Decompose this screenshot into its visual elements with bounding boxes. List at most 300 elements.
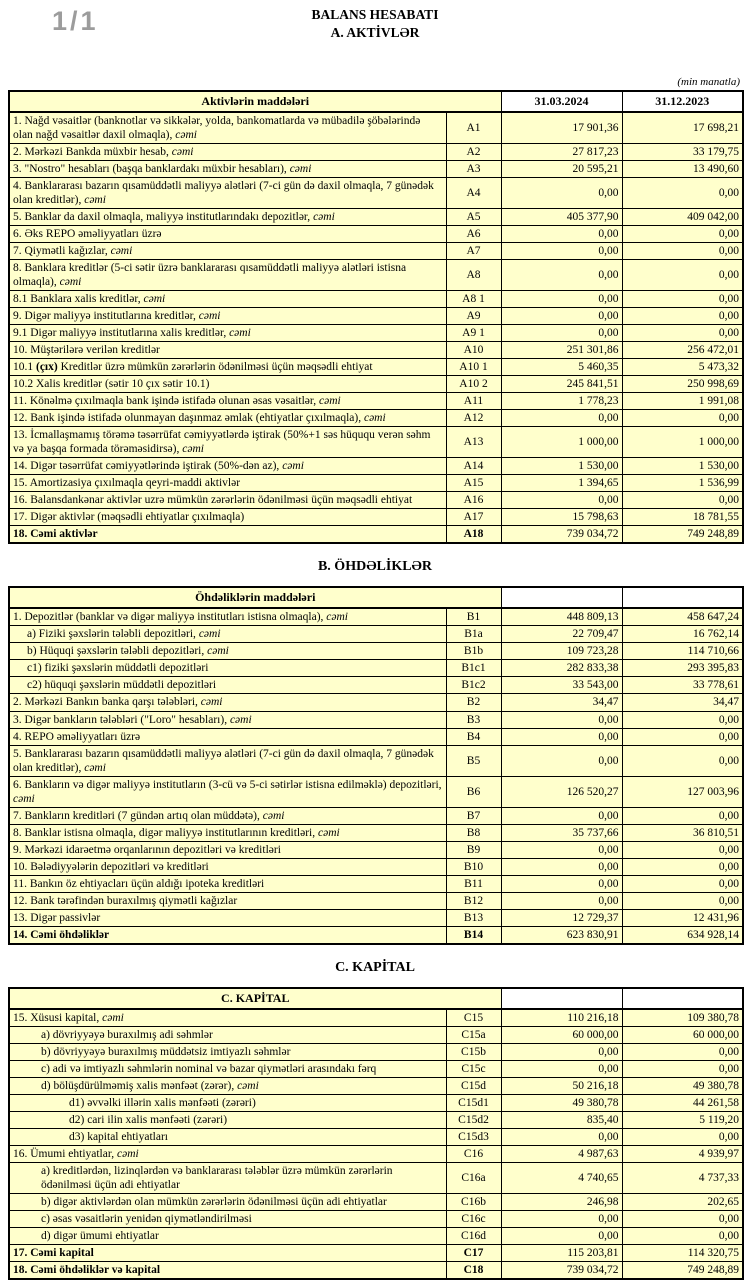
- value-31-12-2023: 127 003,96: [622, 776, 743, 807]
- value-31-12-2023: 0,00: [622, 1128, 743, 1145]
- table-row: [9, 1026, 743, 1043]
- value-31-03-2024: 251 301,86: [501, 342, 622, 359]
- item-code: B13: [446, 909, 501, 926]
- table-row: [9, 209, 743, 226]
- assets-table: [8, 90, 744, 544]
- value-31-03-2024: 0,00: [501, 1128, 622, 1145]
- value-31-12-2023: 256 472,01: [622, 342, 743, 359]
- item-label: c) adi və imtiyazlı səhmlərin nominal və bazar qiymətləri arasındakı fərq: [9, 1060, 446, 1077]
- item-code: B9: [446, 841, 501, 858]
- item-label: 9. Digər maliyyə institutlarına kreditlər, cəmi: [9, 308, 446, 325]
- item-code: A16: [446, 492, 501, 509]
- value-31-12-2023: 293 395,83: [622, 660, 743, 677]
- item-code: A6: [446, 226, 501, 243]
- unit-note: (min manatla): [677, 76, 740, 88]
- value-31-03-2024: 0,00: [501, 291, 622, 308]
- empty-header-cell-2: [622, 587, 743, 608]
- item-code: B6: [446, 776, 501, 807]
- value-31-03-2024: 448 809,13: [501, 608, 622, 626]
- item-label: c1) fiziki şəxslərin müddətli depozitləri: [9, 660, 446, 677]
- value-31-03-2024: 12 729,37: [501, 909, 622, 926]
- item-code: C16c: [446, 1210, 501, 1227]
- items-header-cell: Öhdəliklərin maddələri: [9, 587, 501, 608]
- table-row: [9, 291, 743, 308]
- item-code: A5: [446, 209, 501, 226]
- item-code: B3: [446, 711, 501, 728]
- value-31-03-2024: 35 737,66: [501, 824, 622, 841]
- value-31-03-2024: 49 380,78: [501, 1094, 622, 1111]
- item-code: B8: [446, 824, 501, 841]
- table-row: [9, 745, 743, 776]
- value-31-03-2024: 0,00: [501, 226, 622, 243]
- value-31-03-2024: 0,00: [501, 875, 622, 892]
- value-31-03-2024: 0,00: [501, 492, 622, 509]
- table-row: [9, 643, 743, 660]
- item-label: 17. Digər aktivlər (məqsədli ehtiyatlar çıxılmaqla): [9, 509, 446, 526]
- item-code: A10 2: [446, 376, 501, 393]
- value-31-03-2024: 1 530,00: [501, 458, 622, 475]
- value-31-03-2024: 0,00: [501, 892, 622, 909]
- value-31-12-2023: 1 000,00: [622, 427, 743, 458]
- table-row: [9, 858, 743, 875]
- value-31-12-2023: 0,00: [622, 291, 743, 308]
- item-label: 10. Bələdiyyələrin depozitləri və kreditləri: [9, 858, 446, 875]
- item-code: B14: [446, 926, 501, 944]
- item-label: 6. Əks REPO əməliyyatları üzrə: [9, 226, 446, 243]
- value-31-03-2024: 246,98: [501, 1193, 622, 1210]
- value-31-12-2023: 749 248,89: [622, 1261, 743, 1279]
- value-31-12-2023: 0,00: [622, 1210, 743, 1227]
- value-31-03-2024: 739 034,72: [501, 526, 622, 544]
- value-31-12-2023: 13 490,60: [622, 161, 743, 178]
- item-label: 15. Xüsusi kapital, cəmi: [9, 1009, 446, 1027]
- item-label: 8. Banklara kreditlər (5-ci sətir üzrə banklararası qısamüddətli maliyyə alətləri istisna olmaqla), cəmi: [9, 260, 446, 291]
- table-row: [9, 342, 743, 359]
- item-code: B1c2: [446, 677, 501, 694]
- item-label: 9. Mərkəzi idarəetmə orqanlarının depozitləri və kreditləri: [9, 841, 446, 858]
- table-row: [9, 875, 743, 892]
- value-31-12-2023: 0,00: [622, 875, 743, 892]
- value-31-12-2023: 49 380,78: [622, 1077, 743, 1094]
- value-31-12-2023: 0,00: [622, 841, 743, 858]
- value-31-03-2024: 0,00: [501, 807, 622, 824]
- item-code: A17: [446, 509, 501, 526]
- table-row: [9, 509, 743, 526]
- table-row: [9, 226, 743, 243]
- item-label: 10.2 Xalis kreditlər (sətir 10 çıx sətir 10.1): [9, 376, 446, 393]
- value-31-03-2024: 115 203,81: [501, 1244, 622, 1261]
- item-label: 10.1 (çıx) Kreditlər üzrə mümkün zərərlərin ödənilməsi üçün məqsədli ehtiyat: [9, 359, 446, 376]
- item-code: B1: [446, 608, 501, 626]
- item-code: A2: [446, 144, 501, 161]
- item-label: 12. Bank tərəfindən buraxılmış qiymətli kağızlar: [9, 892, 446, 909]
- value-31-12-2023: 109 380,78: [622, 1009, 743, 1027]
- item-label: 5. Banklararası bazarın qısamüddətli maliyyə alətləri (7-ci gün də daxil olmaqla, 7 günədək olan kreditlər), cəmi: [9, 745, 446, 776]
- table-row: [9, 1077, 743, 1094]
- value-31-03-2024: 60 000,00: [501, 1026, 622, 1043]
- value-31-12-2023: 60 000,00: [622, 1026, 743, 1043]
- item-label: 6. Bankların və digər maliyyə institutların (3-cü və 5-ci sətirlər istisna edilməklə) depozitləri, cəmi: [9, 776, 446, 807]
- item-label: 4. Banklararası bazarın qısamüddətli maliyyə alətləri (7-ci gün də daxil olmaqla, 7 günədək olan kreditlər), cəmi: [9, 178, 446, 209]
- table-row: [9, 1128, 743, 1145]
- table-row: [9, 1009, 743, 1027]
- item-code: A7: [446, 243, 501, 260]
- table-row: [9, 626, 743, 643]
- item-code: C16b: [446, 1193, 501, 1210]
- value-31-12-2023: 114 320,75: [622, 1244, 743, 1261]
- value-31-12-2023: 4 737,33: [622, 1162, 743, 1193]
- value-31-03-2024: 0,00: [501, 308, 622, 325]
- value-31-12-2023: 4 939,97: [622, 1145, 743, 1162]
- value-31-03-2024: 0,00: [501, 260, 622, 291]
- value-31-12-2023: 0,00: [622, 178, 743, 209]
- value-31-03-2024: 0,00: [501, 728, 622, 745]
- table-row: [9, 807, 743, 824]
- item-code: C16d: [446, 1227, 501, 1244]
- value-31-12-2023: 0,00: [622, 243, 743, 260]
- item-code: C18: [446, 1261, 501, 1279]
- value-31-12-2023: 5 119,20: [622, 1111, 743, 1128]
- table-row: [9, 260, 743, 291]
- item-code: B12: [446, 892, 501, 909]
- item-label: 15. Amortizasiya çıxılmaqla qeyri-maddi aktivlər: [9, 475, 446, 492]
- table-row: [9, 458, 743, 475]
- item-code: C15a: [446, 1026, 501, 1043]
- table-row: [9, 161, 743, 178]
- value-31-03-2024: 0,00: [501, 841, 622, 858]
- value-31-12-2023: 458 647,24: [622, 608, 743, 626]
- value-31-03-2024: 0,00: [501, 325, 622, 342]
- item-code: B11: [446, 875, 501, 892]
- item-code: B4: [446, 728, 501, 745]
- item-code: B2: [446, 694, 501, 711]
- value-31-03-2024: 245 841,51: [501, 376, 622, 393]
- value-31-12-2023: 0,00: [622, 711, 743, 728]
- item-code: A8 1: [446, 291, 501, 308]
- item-label: b) dövriyyəyə buraxılmış müddətsiz imtiyazlı səhmlər: [9, 1043, 446, 1060]
- table-row: [9, 112, 743, 144]
- value-31-12-2023: 34,47: [622, 694, 743, 711]
- value-31-12-2023: 1 991,08: [622, 393, 743, 410]
- item-label: 17. Cəmi kapital: [9, 1244, 446, 1261]
- value-31-03-2024: 405 377,90: [501, 209, 622, 226]
- value-31-03-2024: 0,00: [501, 1043, 622, 1060]
- value-31-03-2024: 33 543,00: [501, 677, 622, 694]
- table-row: [9, 608, 743, 626]
- value-31-03-2024: 34,47: [501, 694, 622, 711]
- value-31-12-2023: 0,00: [622, 728, 743, 745]
- value-31-03-2024: 17 901,36: [501, 112, 622, 144]
- item-code: A9 1: [446, 325, 501, 342]
- value-31-03-2024: 0,00: [501, 711, 622, 728]
- items-header-cell: C. KAPİTAL: [9, 988, 501, 1009]
- item-label: 2. Mərkəzi Bankın banka qarşı tələbləri, cəmi: [9, 694, 446, 711]
- table-row: [9, 694, 743, 711]
- item-code: C15b: [446, 1043, 501, 1060]
- item-code: A13: [446, 427, 501, 458]
- value-31-03-2024: 0,00: [501, 1227, 622, 1244]
- table-row: [9, 1261, 743, 1279]
- item-code: A8: [446, 260, 501, 291]
- value-31-03-2024: 20 595,21: [501, 161, 622, 178]
- value-31-03-2024: 126 520,27: [501, 776, 622, 807]
- value-31-12-2023: 250 998,69: [622, 376, 743, 393]
- empty-header-cell-2: [622, 988, 743, 1009]
- item-label: 8.1 Banklara xalis kreditlər, cəmi: [9, 291, 446, 308]
- item-label: 14. Cəmi öhdəliklər: [9, 926, 446, 944]
- table-row: [9, 677, 743, 694]
- value-31-12-2023: 17 698,21: [622, 112, 743, 144]
- table-row: [9, 926, 743, 944]
- items-header-cell: Aktivlərin maddələri: [9, 91, 501, 112]
- item-code: C15c: [446, 1060, 501, 1077]
- value-31-12-2023: 33 179,75: [622, 144, 743, 161]
- item-code: A4: [446, 178, 501, 209]
- table-row: [9, 728, 743, 745]
- item-label: a) kreditlərdən, lizinqlərdən və banklararası tələblər üzrə mümkün zərərlərin ödənilməsi üçün adi ehtiyatlar: [9, 1162, 446, 1193]
- item-label: 14. Digər təsərrüfat cəmiyyətlərində iştirak (50%-dən az), cəmi: [9, 458, 446, 475]
- item-label: 11. Bankın öz ehtiyacları üçün aldığı ipoteka kreditləri: [9, 875, 446, 892]
- table-row: [9, 909, 743, 926]
- value-31-03-2024: 739 034,72: [501, 1261, 622, 1279]
- item-label: 18. Cəmi aktivlər: [9, 526, 446, 544]
- table-row: [9, 1043, 743, 1060]
- value-31-03-2024: 1 394,65: [501, 475, 622, 492]
- value-31-12-2023: 18 781,55: [622, 509, 743, 526]
- assets-table-header-row: [9, 91, 743, 112]
- liabilities-table-header-row: [9, 587, 743, 608]
- value-31-12-2023: 33 778,61: [622, 677, 743, 694]
- value-31-12-2023: 0,00: [622, 892, 743, 909]
- table-row: [9, 492, 743, 509]
- liabilities-table-body: [9, 608, 743, 943]
- value-31-12-2023: 0,00: [622, 410, 743, 427]
- value-31-12-2023: 634 928,14: [622, 926, 743, 944]
- item-code: C15d2: [446, 1111, 501, 1128]
- date-column-2-header: 31.12.2023: [622, 91, 743, 112]
- item-label: a) dövriyyəyə buraxılmış adi səhmlər: [9, 1026, 446, 1043]
- table-row: [9, 144, 743, 161]
- item-label: 3. Digər bankların tələbləri ("Loro" hesabları), cəmi: [9, 711, 446, 728]
- item-label: c2) hüquqi şəxslərin müddətli depozitləri: [9, 677, 446, 694]
- section-a-heading: A. AKTİVLƏR: [330, 24, 420, 40]
- item-code: A14: [446, 458, 501, 475]
- table-row: [9, 776, 743, 807]
- item-label: 12. Bank işində istifadə olunmayan daşınmaz əmlak (ehtiyatlar çıxılmaqla), cəmi: [9, 410, 446, 427]
- value-31-03-2024: 1 000,00: [501, 427, 622, 458]
- value-31-12-2023: 0,00: [622, 492, 743, 509]
- table-row: [9, 178, 743, 209]
- table-row: [9, 359, 743, 376]
- item-code: C16a: [446, 1162, 501, 1193]
- value-31-12-2023: 409 042,00: [622, 209, 743, 226]
- item-label: 11. Könəlmə çıxılmaqla bank işində istifadə olunan əsas vəsaitlər, cəmi: [9, 393, 446, 410]
- value-31-12-2023: 36 810,51: [622, 824, 743, 841]
- value-31-03-2024: 50 216,18: [501, 1077, 622, 1094]
- liabilities-table: [8, 586, 744, 944]
- assets-table-body: [9, 112, 743, 543]
- value-31-03-2024: 109 723,28: [501, 643, 622, 660]
- value-31-12-2023: 1 536,99: [622, 475, 743, 492]
- value-31-03-2024: 110 216,18: [501, 1009, 622, 1027]
- item-label: d) bölüşdürülməmiş xalis mənfəət (zərər), cəmi: [9, 1077, 446, 1094]
- value-31-03-2024: 0,00: [501, 858, 622, 875]
- item-label: a) Fiziki şəxslərin tələbli depozitləri, cəmi: [9, 626, 446, 643]
- item-code: B1b: [446, 643, 501, 660]
- value-31-12-2023: 202,65: [622, 1193, 743, 1210]
- value-31-03-2024: 0,00: [501, 178, 622, 209]
- item-code: A15: [446, 475, 501, 492]
- item-code: A11: [446, 393, 501, 410]
- item-label: 4. REPO əməliyyatları üzrə: [9, 728, 446, 745]
- item-label: 5. Banklar da daxil olmaqla, maliyyə institutlarındakı depozitlər, cəmi: [9, 209, 446, 226]
- item-code: B5: [446, 745, 501, 776]
- item-label: 13. İcmallaşmamış törəmə təsərrüfat cəmiyyətlərdə iştirak (50%+1 səs hüququ verən səhm və ya başqa formada törəməsidirsə), cəmi: [9, 427, 446, 458]
- item-label: 16. Balansdankənar aktivlər uzrə mümkün zərərlərin ödənilməsi üçün məqsədli ehtiyat: [9, 492, 446, 509]
- item-code: A12: [446, 410, 501, 427]
- capital-table-header-row: [9, 988, 743, 1009]
- item-label: b) digər aktivlərdən olan mümkün zərərlərin ödənilməsi üçün adi ehtiyatlar: [9, 1193, 446, 1210]
- item-code: A9: [446, 308, 501, 325]
- value-31-03-2024: 15 798,63: [501, 509, 622, 526]
- value-31-03-2024: 1 778,23: [501, 393, 622, 410]
- item-code: C15d: [446, 1077, 501, 1094]
- item-label: c) əsas vəsaitlərin yenidən qiymətləndirilməsi: [9, 1210, 446, 1227]
- value-31-03-2024: 22 709,47: [501, 626, 622, 643]
- item-code: A10: [446, 342, 501, 359]
- value-31-03-2024: 0,00: [501, 1210, 622, 1227]
- table-row: [9, 1162, 743, 1193]
- item-code: B1c1: [446, 660, 501, 677]
- value-31-03-2024: 27 817,23: [501, 144, 622, 161]
- date-column-1-header: 31.03.2024: [501, 91, 622, 112]
- value-31-12-2023: 0,00: [622, 1043, 743, 1060]
- table-row: [9, 660, 743, 677]
- empty-header-cell-1: [501, 587, 622, 608]
- item-code: A18: [446, 526, 501, 544]
- value-31-12-2023: 0,00: [622, 1060, 743, 1077]
- item-label: d1) əvvəlki illərin xalis mənfəəti (zərəri): [9, 1094, 446, 1111]
- section-c-heading: C. KAPİTAL: [335, 959, 415, 975]
- item-label: 1. Nağd vəsaitlər (banknotlar və sikkələr, yolda, bankomatlarda və mübadilə şöbələrində olan nağd vəsaitlər daxil olmaqla), cəmi: [9, 112, 446, 144]
- table-row: [9, 1060, 743, 1077]
- table-row: [9, 1145, 743, 1162]
- value-31-12-2023: 114 710,66: [622, 643, 743, 660]
- item-label: 7. Qiymətli kağızlar, cəmi: [9, 243, 446, 260]
- item-label: b) Hüquqi şəxslərin tələbli depozitləri, cəmi: [9, 643, 446, 660]
- table-row: [9, 526, 743, 544]
- item-code: B10: [446, 858, 501, 875]
- value-31-12-2023: 0,00: [622, 260, 743, 291]
- table-row: [9, 1111, 743, 1128]
- value-31-12-2023: 749 248,89: [622, 526, 743, 544]
- item-code: C17: [446, 1244, 501, 1261]
- item-label: 18. Cəmi öhdəliklər və kapital: [9, 1261, 446, 1279]
- value-31-12-2023: 0,00: [622, 308, 743, 325]
- value-31-03-2024: 0,00: [501, 243, 622, 260]
- item-label: d3) kapital ehtiyatları: [9, 1128, 446, 1145]
- item-label: d2) cari ilin xalis mənfəəti (zərəri): [9, 1111, 446, 1128]
- value-31-03-2024: 4 987,63: [501, 1145, 622, 1162]
- table-row: [9, 427, 743, 458]
- table-row: [9, 475, 743, 492]
- item-code: A1: [446, 112, 501, 144]
- value-31-03-2024: 0,00: [501, 410, 622, 427]
- item-code: C15: [446, 1009, 501, 1027]
- value-31-12-2023: 16 762,14: [622, 626, 743, 643]
- value-31-03-2024: 282 833,38: [501, 660, 622, 677]
- capital-table-body: [9, 1009, 743, 1279]
- item-code: B1a: [446, 626, 501, 643]
- item-label: 7. Bankların kreditləri (7 gündən artıq olan müddətə), cəmi: [9, 807, 446, 824]
- value-31-03-2024: 0,00: [501, 1060, 622, 1077]
- value-31-12-2023: 0,00: [622, 807, 743, 824]
- value-31-12-2023: 0,00: [622, 325, 743, 342]
- value-31-12-2023: 1 530,00: [622, 458, 743, 475]
- value-31-03-2024: 4 740,65: [501, 1162, 622, 1193]
- value-31-03-2024: 835,40: [501, 1111, 622, 1128]
- table-row: [9, 1227, 743, 1244]
- value-31-12-2023: 5 473,32: [622, 359, 743, 376]
- table-row: [9, 711, 743, 728]
- value-31-03-2024: 0,00: [501, 745, 622, 776]
- item-label: 9.1 Digər maliyyə institutlarına xalis kreditlər, cəmi: [9, 325, 446, 342]
- page-indicator: 1/1: [52, 6, 99, 36]
- table-row: [9, 393, 743, 410]
- item-label: 2. Mərkəzi Bankda müxbir hesab, cəmi: [9, 144, 446, 161]
- item-code: A10 1: [446, 359, 501, 376]
- table-row: [9, 892, 743, 909]
- value-31-12-2023: 44 261,58: [622, 1094, 743, 1111]
- item-code: B7: [446, 807, 501, 824]
- item-code: A3: [446, 161, 501, 178]
- section-b-heading: B. ÖHDƏLİKLƏR: [317, 559, 433, 575]
- table-row: [9, 841, 743, 858]
- item-label: 16. Ümumi ehtiyatlar, cəmi: [9, 1145, 446, 1162]
- table-row: [9, 243, 743, 260]
- empty-header-cell-1: [501, 988, 622, 1009]
- table-row: [9, 1193, 743, 1210]
- document-header: [0, 0, 750, 54]
- item-code: C15d3: [446, 1128, 501, 1145]
- table-row: [9, 824, 743, 841]
- value-31-12-2023: 0,00: [622, 1227, 743, 1244]
- table-row: [9, 308, 743, 325]
- table-row: [9, 410, 743, 427]
- item-code: C16: [446, 1145, 501, 1162]
- table-row: [9, 325, 743, 342]
- value-31-03-2024: 5 460,35: [501, 359, 622, 376]
- value-31-12-2023: 0,00: [622, 745, 743, 776]
- table-row: [9, 376, 743, 393]
- item-code: C15d1: [446, 1094, 501, 1111]
- table-row: [9, 1210, 743, 1227]
- item-label: 1. Depozitlər (banklar və digər maliyyə institutları istisna olmaqla), cəmi: [9, 608, 446, 626]
- item-label: 8. Banklar istisna olmaqla, digər maliyyə institutlarının kreditləri, cəmi: [9, 824, 446, 841]
- item-label: 13. Digər passivlər: [9, 909, 446, 926]
- value-31-12-2023: 0,00: [622, 226, 743, 243]
- table-row: [9, 1244, 743, 1261]
- value-31-12-2023: 12 431,96: [622, 909, 743, 926]
- doc-title: BALANS HESABATI: [311, 7, 439, 22]
- value-31-12-2023: 0,00: [622, 858, 743, 875]
- item-label: d) digər ümumi ehtiyatlar: [9, 1227, 446, 1244]
- table-row: [9, 1094, 743, 1111]
- item-label: 10. Müştərilərə verilən kreditlər: [9, 342, 446, 359]
- item-label: 3. "Nostro" hesabları (başqa banklardakı müxbir hesabları), cəmi: [9, 161, 446, 178]
- capital-table: [8, 987, 744, 1280]
- value-31-03-2024: 623 830,91: [501, 926, 622, 944]
